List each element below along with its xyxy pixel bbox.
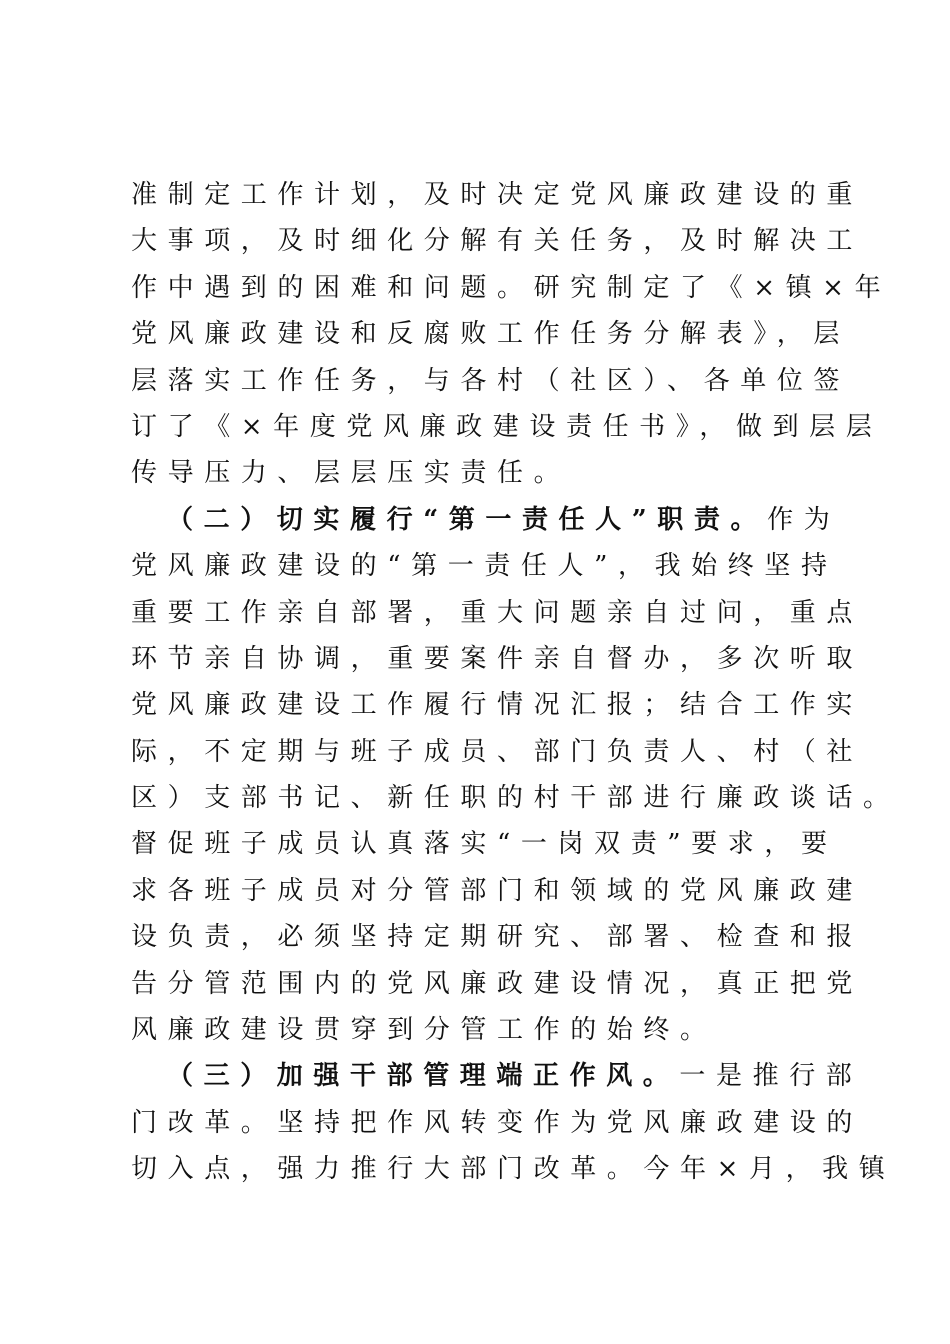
text-line: 切入点，强力推行大部门改革。今年×月，我镇 xyxy=(131,1154,896,1185)
text-line: 设负责，必须坚持定期研究、部署、检查和报 xyxy=(131,922,864,953)
text-line: 大事项，及时细化分解有关任务，及时解决工 xyxy=(131,226,864,257)
text-line: 重要工作亲自部署，重大问题亲自过问，重点 xyxy=(131,597,864,628)
text-line: 党风廉政建设的“第一责任人”，我始终坚持 xyxy=(131,551,838,582)
section-2-first-line xyxy=(131,497,841,543)
text-line: 层落实工作任务，与各村（社区）、各单位签 xyxy=(131,365,851,396)
text-line: 督促班子成员认真落实“一岗双责”要求，要 xyxy=(131,829,838,860)
text-line: 环节亲自协调，重要案件亲自督办，多次听取 xyxy=(131,643,864,674)
text-line: 区）支部书记、新任职的村干部进行廉政谈话。 xyxy=(131,783,900,814)
text-line: 门改革。坚持把作风转变作为党风廉政建设的 xyxy=(131,1107,864,1138)
section-3-first-line xyxy=(131,1053,863,1099)
section-3-heading: （三）加强干部管理端正作风。 xyxy=(167,1061,680,1092)
section-2-heading: （二）切实履行“第一责任人”职责。 xyxy=(167,504,768,535)
text-line: 作中遇到的困难和问题。研究制定了《×镇×年 xyxy=(131,272,892,303)
text-line: 风廉政建设贯穿到分管工作的始终。 xyxy=(131,1015,717,1046)
text-line: 际，不定期与班子成员、部门负责人、村（社 xyxy=(131,736,864,767)
text-line: 党风廉政建设和反腐败工作任务分解表》，层 xyxy=(131,319,851,350)
text-line: 订了《×年度党风廉政建设责任书》，做到层层 xyxy=(131,411,883,442)
section-2-first-line-rest: 作为 xyxy=(767,504,841,535)
text-line: 告分管范围内的党风廉政建设情况，真正把党 xyxy=(131,968,864,999)
text-line: 党风廉政建设工作履行情况汇报；结合工作实 xyxy=(131,690,864,721)
section-3-first-line-rest: 一是推行部 xyxy=(679,1061,863,1092)
text-line: 求各班子成员对分管部门和领域的党风廉政建 xyxy=(131,875,864,906)
body-text xyxy=(131,172,900,1193)
text-line: 准制定工作计划，及时决定党风廉政建设的重 xyxy=(131,180,864,210)
text-line: 传导压力、层层压实责任。 xyxy=(131,458,571,489)
